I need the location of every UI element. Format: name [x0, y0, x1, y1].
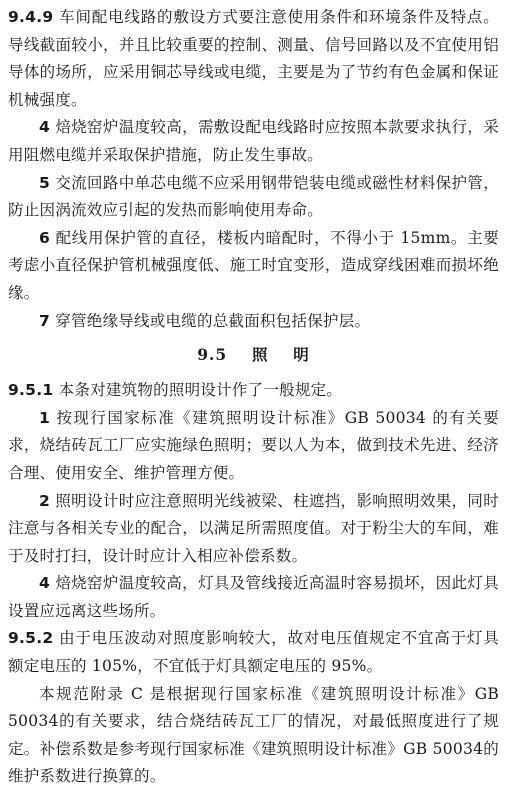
clause-number: 9.4.9: [8, 8, 54, 26]
item-text: 交流回路中单芯电缆不应采用钢带铠装电缆或磁性材料保护管，防止因涡流效应引起的发热而影响使用寿命。: [8, 173, 499, 220]
item-text: 照明设计时应注意照明光线被梁、柱遮挡，影响照明效果，同时注意与各相关专业的配合，以满足所需照度值。对于粉尘大的车间，难于及时打扫，设计时应计入相应补偿系数。: [8, 491, 499, 565]
item-text: 焙烧窑炉温度较高，灯具及管线接近高温时容易损坏，因此灯具设置应远离这些场所。: [8, 574, 499, 620]
item-number: 5: [39, 173, 51, 192]
section-heading: [8, 339, 499, 371]
section-title-char-1: 照: [251, 345, 269, 365]
paragraph-text: 本规范附录 C 是根据现行国家标准《建筑照明设计标准》GB 50034的有关要求，结合烧结砖瓦工厂的情况，对最低照度进行了规定。补偿系数是参考现行国家标准《建筑照明设计标准》GB 50034的维护系数进行换算的。: [8, 684, 499, 786]
item-1-green-lighting: [8, 405, 499, 488]
clause-9-5-2: [8, 625, 499, 680]
item-number: 4: [39, 574, 51, 593]
item-text: 配线用保护管的直径，楼板内暗配时，不得小于 15mm。主要考虑小直径保护管机械强度低、施工时宜变形，造成穿线困难而损坏绝缘。: [8, 228, 499, 302]
item-number: 2: [39, 491, 51, 510]
item-4-kiln-wiring: [8, 114, 499, 169]
item-number: 4: [39, 118, 51, 137]
item-number: 1: [39, 408, 51, 427]
clause-9-5-1: [8, 377, 499, 405]
clause-text: 车间配电线路的敷设方式要注意使用条件和环境条件及特点。导线截面较小，并且比较重要的控制、测量、信号回路以及不宜使用铝导体的场所，应采用铜芯导线或电缆，主要是为了节约有色金属和保证机械强度。: [8, 8, 499, 109]
item-2-lighting-design: [8, 488, 499, 571]
item-5-single-core-cable: [8, 170, 499, 225]
clause-number: 9.5.1: [8, 381, 54, 400]
item-text: 按现行国家标准《建筑照明设计标准》GB 50034 的有关要求，烧结砖瓦工厂应实施绿色照明；要以人为本，做到技术先进、经济合理、使用安全、维护管理方便。: [8, 408, 499, 482]
item-7-cross-section: [8, 308, 499, 336]
item-text: 焙烧窑炉温度较高，需敷设配电线路时应按照本款要求执行，采用阻燃电缆并采取保护措施，防止发生事故。: [8, 118, 499, 164]
clause-number: 9.5.2: [8, 629, 54, 648]
item-number: 6: [39, 228, 51, 247]
clause-text: 本条对建筑物的照明设计作了一般规定。: [58, 381, 343, 400]
clause-text: 由于电压波动对照度影响较大，故对电压值规定不宜高于灯具额定电压的 105%，不宜低于灯具额定电压的 95%。: [8, 629, 499, 676]
clause-9-4-9: [8, 4, 499, 114]
appendix-c-paragraph: [8, 681, 499, 791]
section-number: 9.5: [197, 345, 228, 365]
item-6-conduit-diameter: [8, 225, 499, 308]
section-title-char-2: 明: [293, 345, 310, 365]
item-number: 7: [39, 311, 51, 330]
item-text: 穿管绝缘导线或电缆的总截面积包括保护层。: [55, 311, 371, 330]
item-4-lamp-placement: [8, 570, 499, 625]
